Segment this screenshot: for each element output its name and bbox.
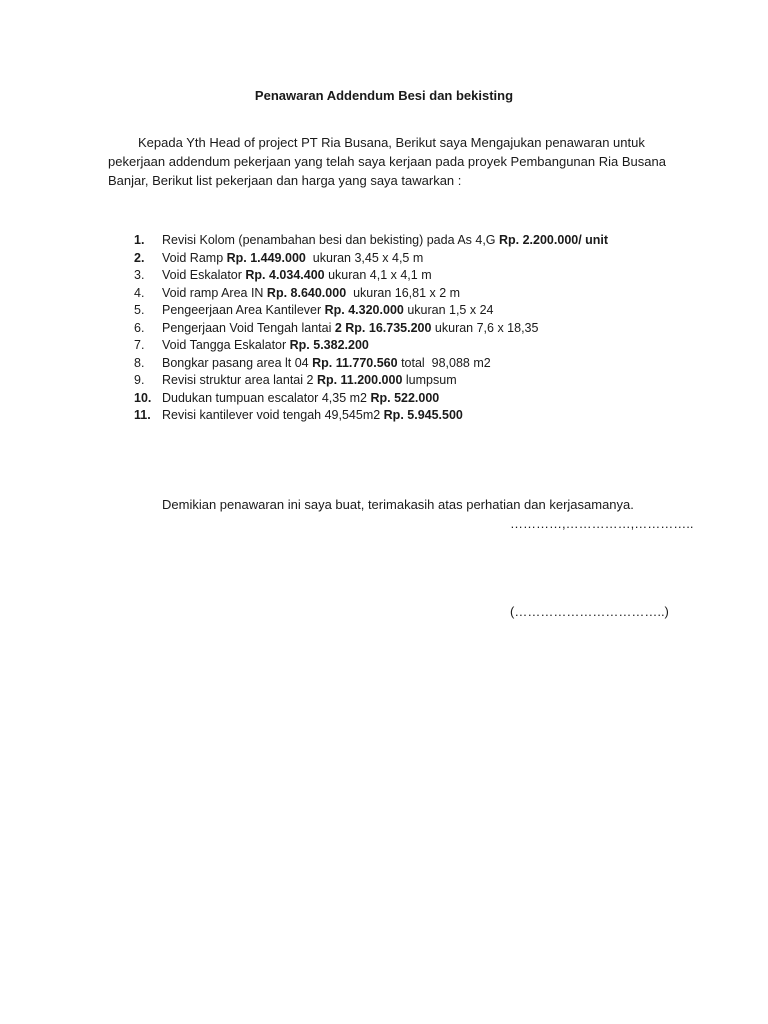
item-number: 7. [134,338,145,352]
item-number: 8. [134,355,145,370]
item-price: 2 Rp. 16.735.200 [334,320,432,335]
item-price: Rp. 522.000 [370,390,440,405]
item-number: 2. [134,250,145,265]
item-price: Rp. 11.770.560 [312,355,398,370]
list-item: 1. Revisi Kolom (penambahan besi dan bekisting) pada As 4,G Rp. 2.200.000/ unit [134,232,694,250]
item-price: Rp. 5.945.500 [383,408,463,422]
item-price: Rp. 4.320.000 [324,303,404,317]
item-price: Rp. 2.200.000/ unit [499,233,609,247]
item-number: 10. [134,390,152,405]
item-price: Rp. 4.034.400 [245,268,325,282]
item-number: 5. [134,303,145,317]
item-number: 4. [134,285,145,300]
work-item-list [134,232,694,425]
intro-line-2: pekerjaan addendum pekerjaan yang telah saya kerjaan pada proyek Pembangunan Ria Busana [108,154,666,169]
list-item: 9. Revisi struktur area lantai 2 Rp. 11.200.000 lumpsum [134,372,694,390]
intro-line-1: Kepada Yth Head of project PT Ria Busana, Berikut saya Mengajukan penawaran untuk [138,135,645,150]
item-number: 3. [134,268,145,282]
list-item: 11. Revisi kantilever void tengah 49,545m2 Rp. 5.945.500 [134,407,694,425]
item-price: Rp. 11.200.000 [316,373,403,387]
place-date-line: …………,……………,………….. [510,516,694,531]
item-price: Rp. 1.449.000 [226,250,306,265]
list-item: 2. Void Ramp Rp. 1.449.000 ukuran 3,45 x 4,5 m [134,250,694,268]
item-number: 1. [134,233,145,247]
list-item: 3. Void Eskalator Rp. 4.034.400 ukuran 4,1 x 4,1 m [134,267,694,285]
intro-paragraph [108,133,688,190]
list-item: 8. Bongkar pasang area lt 04 Rp. 11.770.560 total 98,088 m2 [134,355,694,373]
list-item: 10. Dudukan tumpuan escalator 4,35 m2 Rp. 522.000 [134,390,694,408]
item-number: 11. [134,408,151,422]
item-price: Rp. 5.382.200 [289,338,369,352]
item-number: 6. [134,320,145,335]
document-title: Penawaran Addendum Besi dan bekisting [254,88,514,103]
item-number: 9. [134,373,145,387]
list-item: 5. Pengeerjaan Area Kantilever Rp. 4.320.000 ukuran 1,5 x 24 [134,302,694,320]
list-item: 4. Void ramp Area IN Rp. 8.640.000 ukuran 16,81 x 2 m [134,285,694,303]
list-item: 7. Void Tangga Eskalator Rp. 5.382.200 [134,337,694,355]
closing-statement: Demikian penawaran ini saya buat, terimakasih atas perhatian dan kerjasamanya. [162,497,634,512]
list-item: 6. Pengerjaan Void Tengah lantai 2 Rp. 16.735.200 ukuran 7,6 x 18,35 [134,320,694,338]
item-price: Rp. 8.640.000 [266,285,347,300]
intro-line-3: Banjar, Berikut list pekerjaan dan harga yang saya tawarkan : [108,173,462,188]
signature-line: (……………………………..) [510,604,669,619]
